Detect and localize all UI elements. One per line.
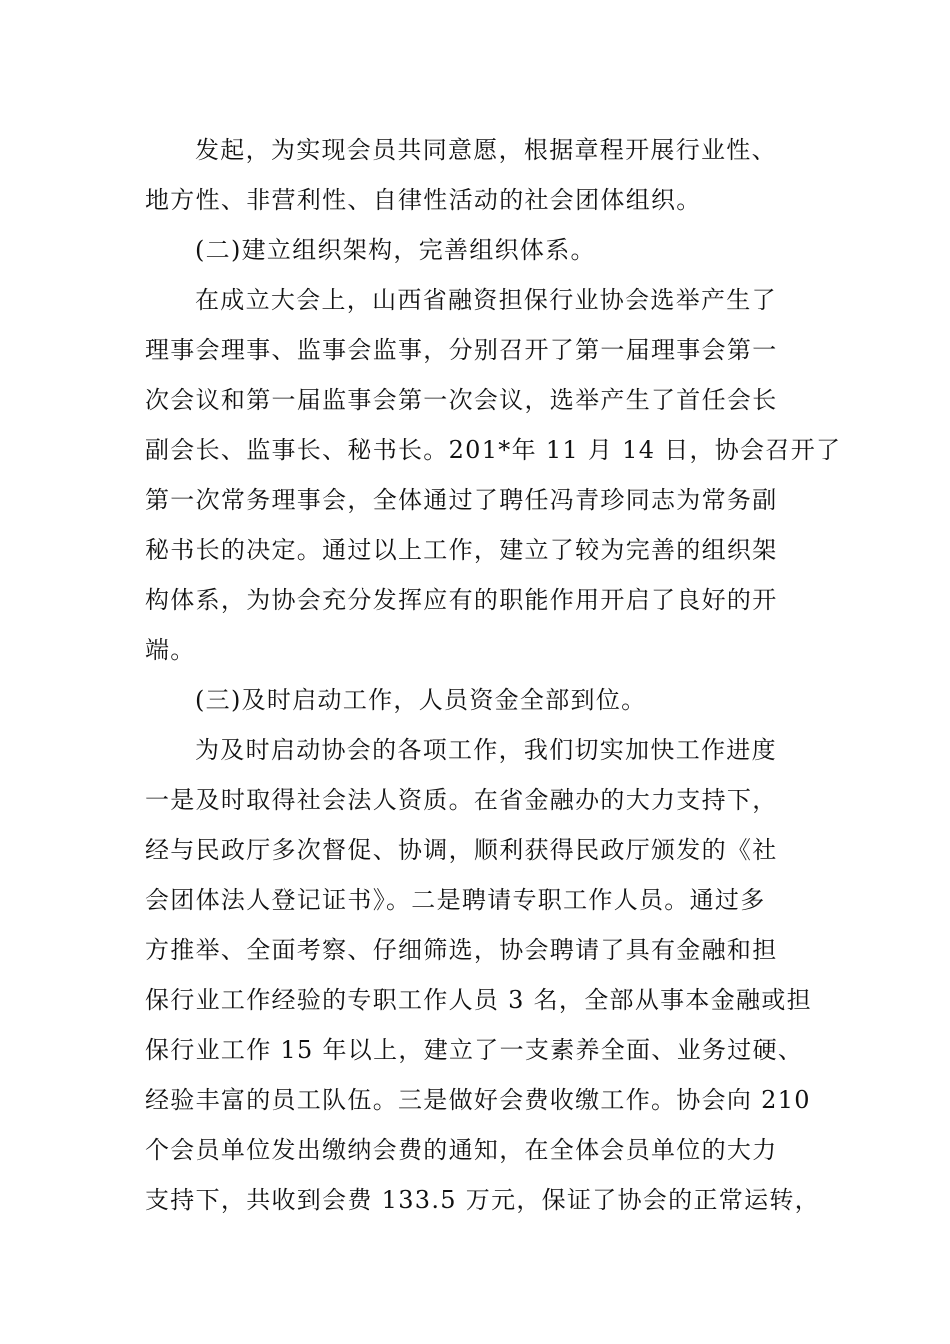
text-line: 第一次常务理事会，全体通过了聘任冯青珍同志为常务副 xyxy=(145,486,778,514)
text-line: 构体系，为协会充分发挥应有的职能作用开启了良好的开 xyxy=(145,586,778,614)
text-line: 会团体法人登记证书》。二是聘请专职工作人员。通过多 xyxy=(145,886,766,914)
section-heading: (三)及时启动工作，人员资金全部到位。 xyxy=(195,686,647,714)
text-line: 个会员单位发出缴纳会费的通知，在全体会员单位的大力 xyxy=(145,1136,778,1164)
text-line: 保行业工作 15 年以上，建立了一支素养全面、业务过硬、 xyxy=(145,1036,804,1064)
text-line: 方推举、全面考察、仔细筛选，协会聘请了具有金融和担 xyxy=(145,936,778,964)
text-line: 在成立大会上，山西省融资担保行业协会选举产生了 xyxy=(195,286,777,314)
text-line: 保行业工作经验的专职工作人员 3 名，全部从事本金融或担 xyxy=(145,986,812,1014)
text-line: 经与民政厅多次督促、协调，顺利获得民政厅颁发的《社 xyxy=(145,836,778,864)
text-line: 秘书长的决定。通过以上工作，建立了较为完善的组织架 xyxy=(145,536,778,564)
text-line: 副会长、监事长、秘书长。201*年 11 月 14 日，协会召开了 xyxy=(145,436,842,464)
text-line: 地方性、非营利性、自律性活动的社会团体组织。 xyxy=(145,186,702,214)
text-line: 端。 xyxy=(145,636,196,664)
text-line: 次会议和第一届监事会第一次会议，选举产生了首任会长 xyxy=(145,386,778,414)
text-line: 发起，为实现会员共同意愿，根据章程开展行业性、 xyxy=(195,136,777,164)
text-line: 理事会理事、监事会监事，分别召开了第一届理事会第一 xyxy=(145,336,778,364)
section-heading: (二)建立组织架构，完善组织体系。 xyxy=(195,236,596,264)
text-line: 为及时启动协会的各项工作，我们切实加快工作进度 xyxy=(195,736,777,764)
text-line: 一是及时取得社会法人资质。在省金融办的大力支持下， xyxy=(145,786,778,814)
text-line: 经验丰富的员工队伍。三是做好会费收缴工作。协会向 210 xyxy=(145,1086,811,1114)
text-line: 支持下，共收到会费 133.5 万元，保证了协会的正常运转， xyxy=(145,1186,820,1214)
